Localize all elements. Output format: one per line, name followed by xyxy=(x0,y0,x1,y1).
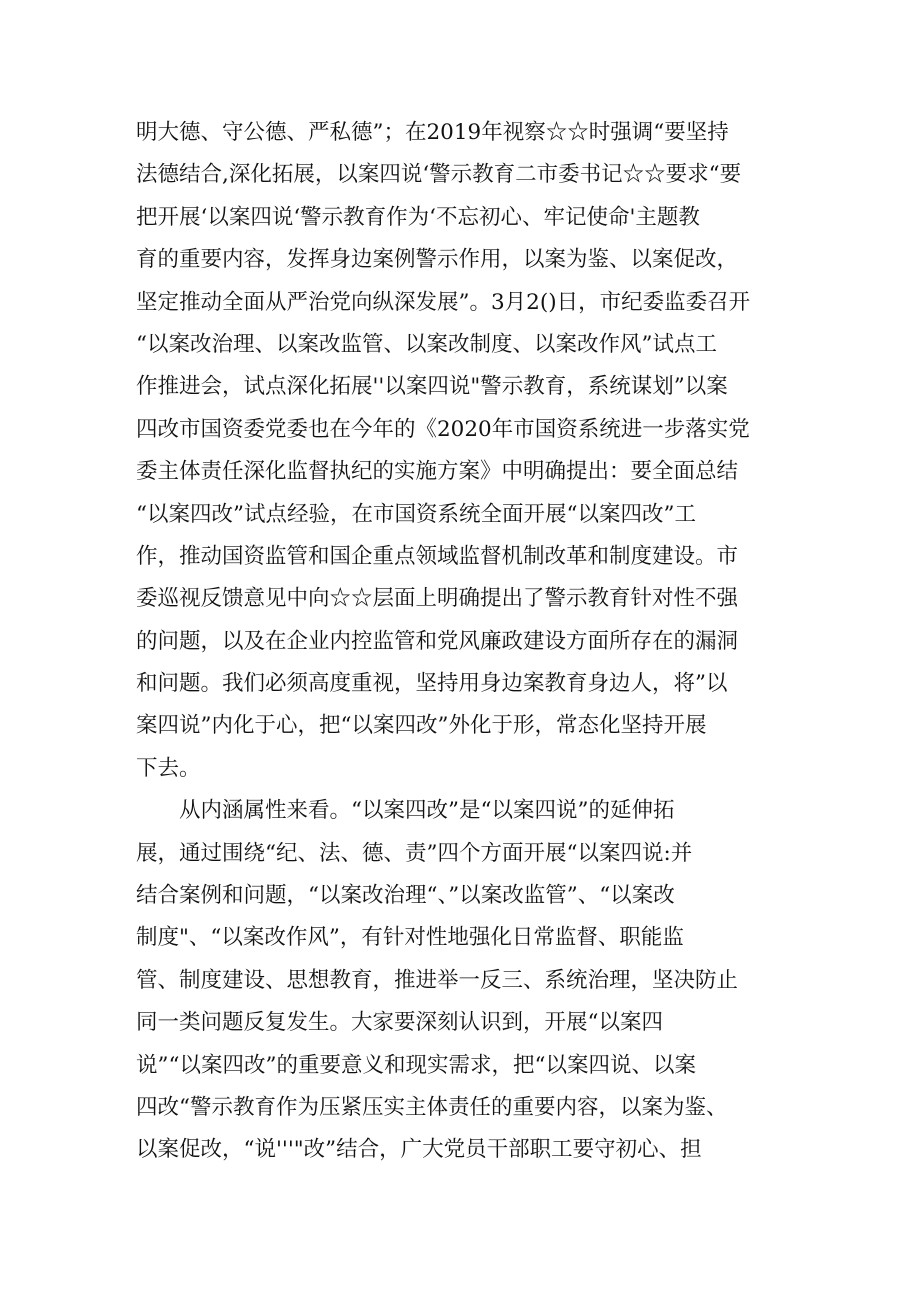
text-line: 以案促改，“说'''"改”结合，广大党员干部职工要守初心、担 xyxy=(136,1137,702,1163)
text-line: “以案四改”试点经验，在市国资系统全面开展“以案四改”工 xyxy=(136,501,696,527)
text-line: 案四说”内化于心，把“以案四改”外化于形，常态化坚持开展 xyxy=(136,713,707,739)
text-line: 育的重要内容，发挥身边案例警示作用，以案为鉴、以案促改， xyxy=(136,247,739,273)
text-line: 从内涵属性来看。“以案四改”是“以案四说”的延伸拓 xyxy=(179,798,675,824)
text-line: 同一类问题反复发生。大家要深刻认识到，开展“以案四 xyxy=(136,1010,663,1036)
text-line: 把开展‘以案四说‘警示教育作为‘不忘初心、牢记使命'主题教 xyxy=(136,204,700,230)
text-line: 管、制度建设、思想教育，推进举一反三、系统治理，坚决防止 xyxy=(136,967,739,993)
text-line: 坚定推动全面从严治党向纵深发展”。3月2()日，市纪委监委召开 xyxy=(136,289,751,315)
text-line: 说”“以案四改”的重要意义和现实需求，把“以案四说、以案 xyxy=(136,1052,696,1078)
text-line: 四改市国资委党委也在今年的《2020年市国资系统进一步落实党 xyxy=(136,416,750,442)
text-line: 作推进会，试点深化拓展''以案四说"警示教育，系统谋划”以案 xyxy=(136,374,728,400)
text-line: 的问题，以及在企业内控监管和党风廉政建设方面所存在的漏洞 xyxy=(136,628,739,654)
paragraph-2 xyxy=(136,790,796,1172)
text-line: “以案改治理、以案改监管、以案改制度、以案改作风”试点工 xyxy=(136,331,717,357)
text-line: 作，推动国资监管和国企重点领域监督机制改革和制度建设。市 xyxy=(136,543,739,569)
text-line: 委主体责任深化监督执纪的实施方案》中明确提出：要全面总结 xyxy=(136,459,739,485)
text-line: 制度"、“以案改作风”，有针对性地强化日常监督、职能监 xyxy=(136,925,684,951)
text-line: 下去。 xyxy=(136,755,201,781)
text-line: 委巡视反馈意见中向☆☆层面上明确提出了警示教育针对性不强 xyxy=(136,586,739,612)
text-line: 四改“警示教育作为压紧压实主体责任的重要内容，以案为鉴、 xyxy=(136,1094,728,1120)
text-line: 法德结合,深化拓展，以案四说‘警示教育二市委书记☆☆要求“要 xyxy=(136,162,742,188)
text-line: 结合案例和问题，“以案改治理“、”以案改监管”、“以案改 xyxy=(136,883,675,909)
document-body xyxy=(136,112,796,1172)
text-line: 明大德、守公德、严私德”；在2019年视察☆☆时强调“要坚持 xyxy=(136,120,729,145)
paragraph-1 xyxy=(136,112,796,790)
text-line: 和问题。我们必须高度重视，坚持用身边案教育身边人，将”以 xyxy=(136,671,728,697)
text-line: 展，通过围绕“纪、法、德、责”四个方面开展“以案四说:并 xyxy=(136,840,693,866)
